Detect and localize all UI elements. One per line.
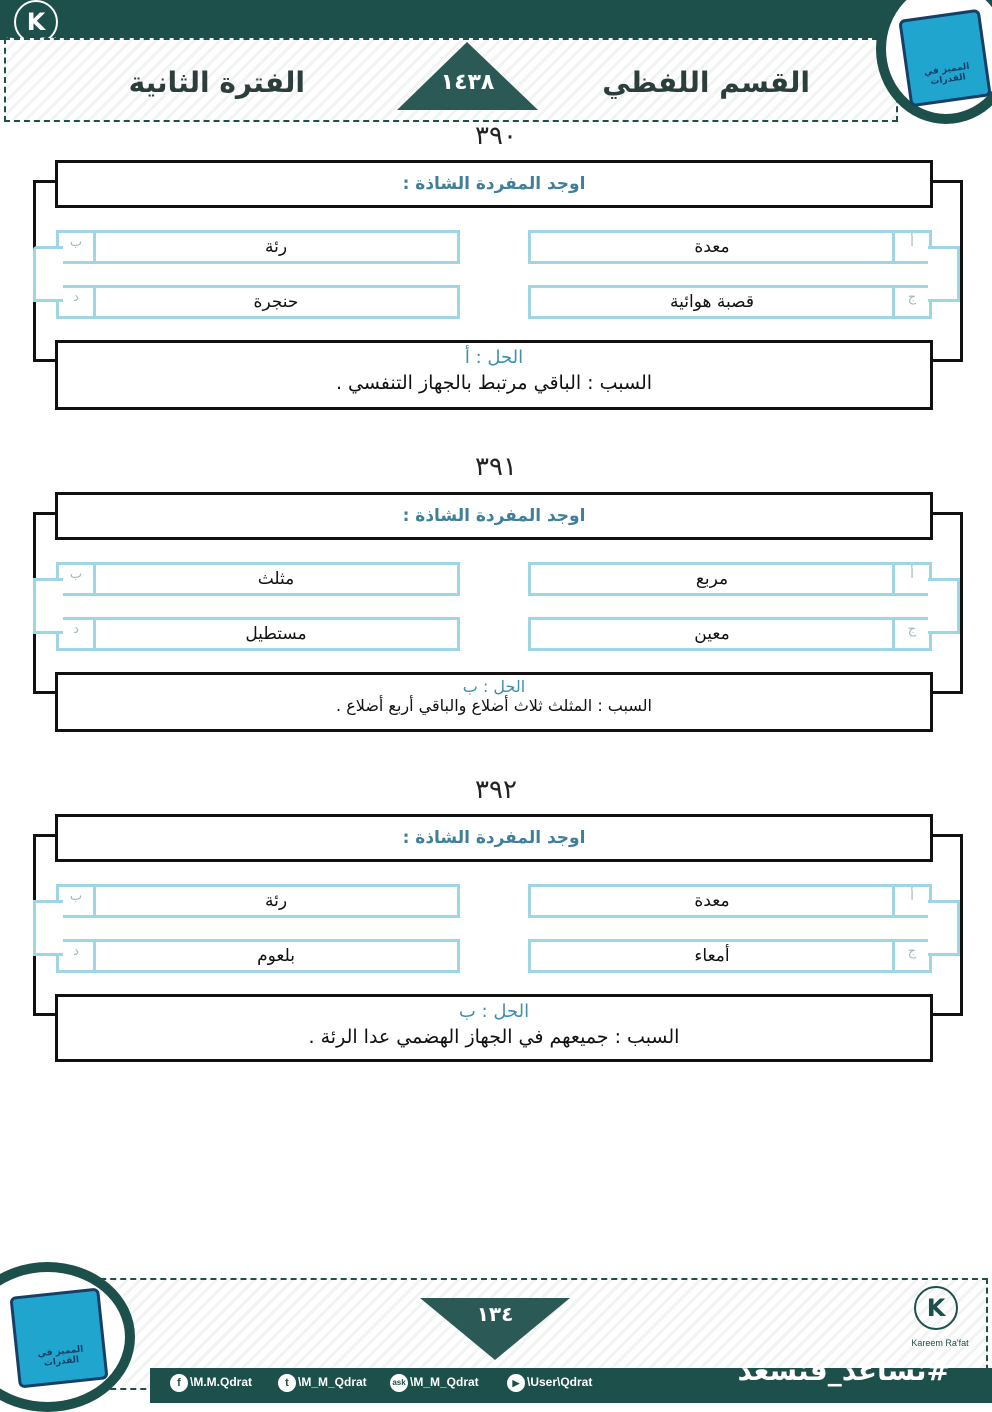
social-item[interactable] [170,1374,252,1392]
option-text: رئة [264,891,288,911]
answer-label: الحل : ب [462,677,526,696]
section-title: القسم اللفظي [602,66,810,99]
option-d[interactable] [56,939,460,973]
option-letter: ج [892,288,929,316]
option-text: معدة [694,237,730,257]
option-letter: د [59,942,96,970]
option-text: رئة [264,237,288,257]
social-item[interactable] [278,1374,367,1392]
option-letter: د [59,620,96,648]
option-letter: ب [59,565,96,593]
footer-brand: Kareem Ra'fat [911,1338,969,1348]
option-c[interactable] [528,939,932,973]
option-letter: ج [892,620,929,648]
answer-label: الحل : أ [464,347,524,368]
option-connector [928,900,960,956]
option-connector [33,246,63,302]
reason-text: السبب : جميعهم في الجهاز الهضمي عدا الرئة . [308,1026,680,1048]
option-c[interactable] [528,617,932,651]
facebook-icon: f [170,1374,188,1392]
option-letter: د [59,288,96,316]
option-letter: أ [892,565,929,593]
option-text: معدة [694,891,730,911]
k-logo-icon: K [914,1286,958,1330]
social-handle: \User\Qdrat [527,1375,593,1390]
option-connector [33,900,63,956]
k-logo-icon: K [14,0,58,44]
book-logo-icon [9,1288,108,1389]
social-handle: \M_M_Qdrat [298,1375,367,1390]
option-b[interactable] [56,562,460,596]
social-item[interactable] [507,1374,592,1392]
option-connector [928,246,960,302]
question-number: ٣٩٠ [475,121,517,151]
reason-text: السبب : الباقي مرتبط بالجهاز التنفسي . [335,372,653,394]
answer-label: الحل : ب [458,1001,530,1022]
answer-box [55,672,933,732]
option-letter: أ [892,887,929,915]
year-badge-text: ١٤٣٨ [440,70,495,95]
option-a[interactable] [528,562,932,596]
option-d[interactable] [56,285,460,319]
social-handle: \M.M.Qdrat [190,1375,252,1390]
page-number: ١٣٤ [476,1302,514,1326]
hashtag: #نساعد_فنسعد [737,1354,950,1387]
option-text: قصبة هوائية [670,292,754,312]
option-connector [928,578,960,634]
header-band [0,0,992,40]
option-text: مستطيل [245,624,307,644]
youtube-icon: ▶ [507,1374,525,1392]
option-c[interactable] [528,285,932,319]
question-prompt: اوجد المفردة الشاذة : [55,492,933,540]
option-text: حنجرة [253,292,299,312]
logo-caption: المميز في القدرات [37,1344,84,1369]
option-letter: ب [59,233,96,261]
question-prompt: اوجد المفردة الشاذة : [55,814,933,862]
book-logo-icon [898,9,991,108]
social-item[interactable] [390,1374,479,1392]
twitter-icon: t [278,1374,296,1392]
option-connector [33,578,63,634]
period-title: الفترة الثانية [128,66,305,99]
option-b[interactable] [56,884,460,918]
option-a[interactable] [528,230,932,264]
option-letter: أ [892,233,929,261]
reason-text: السبب : المثلث ثلاث أضلاع والباقي أربع أضلاع . [336,696,652,715]
footer-kareem-logo [908,1286,970,1340]
option-d[interactable] [56,617,460,651]
option-text: أمعاء [694,946,730,966]
question-number: ٣٩١ [475,452,517,482]
option-text: بلعوم [257,946,295,966]
option-b[interactable] [56,230,460,264]
social-handle: \M_M_Qdrat [410,1375,479,1390]
option-text: مربع [695,569,729,589]
question-number: ٣٩٢ [475,775,517,805]
question-prompt: اوجد المفردة الشاذة : [55,160,933,208]
option-a[interactable] [528,884,932,918]
option-letter: ج [892,942,929,970]
logo-caption: المميز في القدرات [923,61,971,88]
option-text: معين [694,624,730,644]
answer-box [55,340,933,410]
option-text: مثلث [257,569,295,589]
ask-icon: ask [390,1374,408,1392]
answer-box [55,994,933,1062]
option-letter: ب [59,887,96,915]
